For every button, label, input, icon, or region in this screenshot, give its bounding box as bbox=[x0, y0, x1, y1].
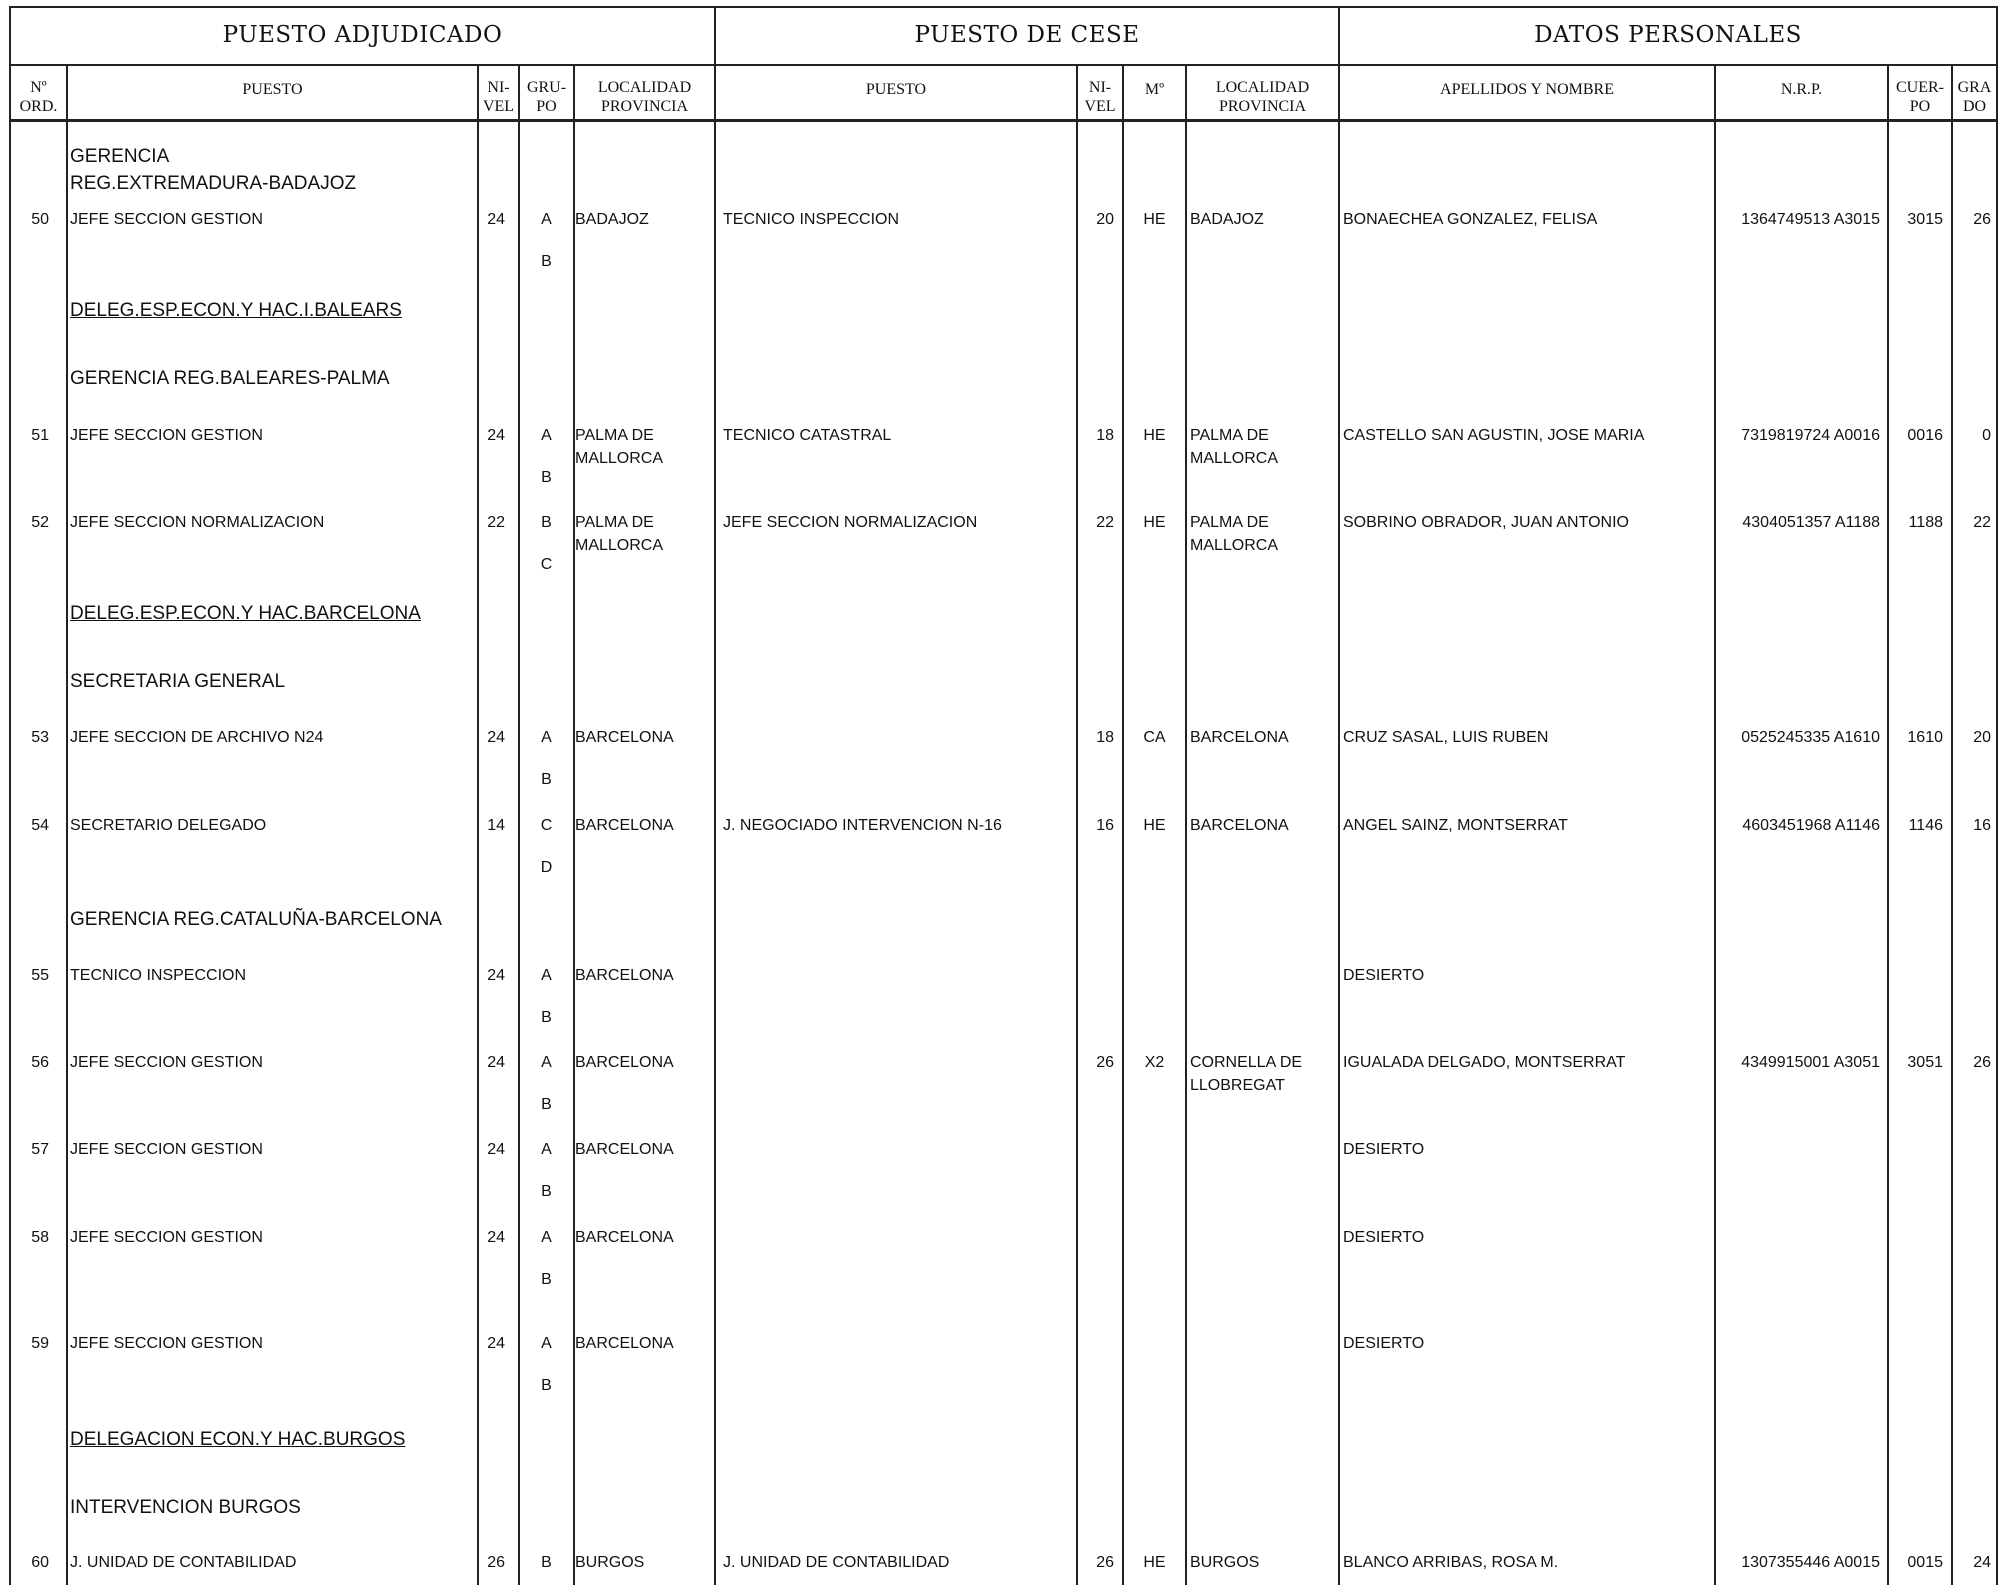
header-localidad bbox=[575, 78, 714, 116]
header-cese-nivel-line1: NI- bbox=[1088, 79, 1112, 96]
cell-nivel: 24 bbox=[487, 1054, 505, 1071]
cell-ord: 53 bbox=[31, 729, 49, 746]
cell-ord: 60 bbox=[31, 1554, 49, 1571]
header-puesto: PUESTO bbox=[242, 81, 303, 98]
cell-puesto: JEFE SECCION GESTION bbox=[70, 1054, 263, 1071]
cell-nivel: 24 bbox=[487, 211, 505, 228]
cell-nivel: 26 bbox=[487, 1554, 505, 1571]
cell-nombre: SOBRINO OBRADOR, JUAN ANTONIO bbox=[1343, 514, 1629, 531]
cell-loc1: BURGOS bbox=[575, 1554, 645, 1571]
cell-loc1: BARCELONA bbox=[575, 1229, 674, 1246]
header-n-ord bbox=[11, 78, 66, 116]
cell-grupo1: A bbox=[541, 427, 552, 444]
cell-loc2: MALLORCA bbox=[575, 450, 664, 467]
cell-cese-puesto: TECNICO INSPECCION bbox=[723, 211, 900, 228]
cell-loc1: BARCELONA bbox=[575, 817, 674, 834]
cell-loc1: BARCELONA bbox=[575, 1141, 674, 1158]
table-top-border bbox=[9, 6, 1997, 8]
cell-puesto: JEFE SECCION GESTION bbox=[70, 427, 263, 444]
cell-ord: 51 bbox=[31, 427, 49, 444]
cell-ord: 54 bbox=[31, 817, 49, 834]
header-cese-puesto: PUESTO bbox=[865, 81, 927, 98]
cell-cese-loc1: PALMA DE bbox=[1190, 427, 1269, 444]
cell-grupo2: B bbox=[541, 771, 552, 788]
cell-grupo2: D bbox=[540, 859, 553, 876]
cell-cuerpo: 3015 bbox=[1907, 211, 1943, 228]
header-grupo-line1: GRU- bbox=[526, 79, 567, 96]
cell-nombre: DESIERTO bbox=[1343, 967, 1425, 984]
section-puesto-adjudicado: PUESTO ADJUDICADO bbox=[222, 22, 503, 48]
cell-grado: 20 bbox=[1973, 729, 1991, 746]
cell-cese-loc2: MALLORCA bbox=[1190, 450, 1279, 467]
cell-loc1: PALMA DE bbox=[575, 427, 654, 444]
cell-nrp: 7319819724 A0016 bbox=[1741, 427, 1880, 444]
cell-cese-m: HE bbox=[1143, 817, 1166, 834]
unit-gerencia-baleares: GERENCIA REG.BALEARES-PALMA bbox=[70, 368, 390, 389]
cell-grupo1: A bbox=[541, 1141, 552, 1158]
cell-ord: 59 bbox=[31, 1335, 49, 1352]
cell-cuerpo: 0015 bbox=[1907, 1554, 1943, 1571]
column-header-divider bbox=[9, 119, 1997, 122]
cell-ord: 56 bbox=[31, 1054, 49, 1071]
cell-loc1: PALMA DE bbox=[575, 514, 654, 531]
header-apellidos: APELLIDOS Y NOMBRE bbox=[1440, 81, 1614, 98]
cell-nombre: CASTELLO SAN AGUSTIN, JOSE MARIA bbox=[1343, 427, 1645, 444]
cell-grupo2: B bbox=[541, 1377, 552, 1394]
header-cese-localidad-line1: LOCALIDAD bbox=[1215, 79, 1310, 96]
cell-cuerpo: 1610 bbox=[1907, 729, 1943, 746]
cell-grupo2: B bbox=[541, 1009, 552, 1026]
cell-cese-loc2: MALLORCA bbox=[1190, 537, 1279, 554]
header-n-ord-line1: Nº bbox=[30, 79, 47, 96]
cell-loc1: BARCELONA bbox=[575, 967, 674, 984]
cell-cese-puesto: TECNICO CATASTRAL bbox=[723, 427, 892, 444]
cell-nivel: 24 bbox=[487, 1335, 505, 1352]
cell-nombre: DESIERTO bbox=[1343, 1141, 1425, 1158]
cell-grado: 24 bbox=[1973, 1554, 1991, 1571]
header-grado-line1: GRA bbox=[1957, 79, 1992, 96]
section-header-divider bbox=[9, 64, 1997, 66]
cell-grupo1: B bbox=[541, 514, 552, 531]
cell-ord: 57 bbox=[31, 1141, 49, 1158]
header-cese-localidad bbox=[1187, 78, 1338, 116]
cell-loc2: MALLORCA bbox=[575, 537, 664, 554]
cell-grupo2: B bbox=[541, 469, 552, 486]
cell-grado: 26 bbox=[1973, 1054, 1991, 1071]
cell-ord: 55 bbox=[31, 967, 49, 984]
header-cuerpo-line2: PO bbox=[1909, 98, 1931, 116]
header-nivel-line1: NI- bbox=[487, 79, 510, 96]
cell-puesto: JEFE SECCION DE ARCHIVO N24 bbox=[70, 729, 324, 746]
cell-nrp: 4304051357 A1188 bbox=[1742, 514, 1880, 531]
header-cese-nivel-line2: VEL bbox=[1084, 98, 1116, 116]
cell-cese-puesto: J. UNIDAD DE CONTABILIDAD bbox=[723, 1554, 950, 1571]
header-cuerpo-line1: CUER- bbox=[1896, 79, 1944, 96]
cell-grado: 0 bbox=[1982, 427, 1991, 444]
cell-puesto: JEFE SECCION GESTION bbox=[70, 1229, 263, 1246]
cell-cese-m: HE bbox=[1143, 514, 1166, 531]
cell-puesto: JEFE SECCION GESTION bbox=[70, 1141, 263, 1158]
cell-cese-m: CA bbox=[1143, 729, 1166, 746]
cell-cese-loc1: PALMA DE bbox=[1190, 514, 1269, 531]
cell-loc1: BARCELONA bbox=[575, 729, 674, 746]
unit-gerencia-cataluna: GERENCIA REG.CATALUÑA-BARCELONA bbox=[70, 909, 442, 930]
cell-nrp: 0525245335 A1610 bbox=[1741, 729, 1880, 746]
cell-nivel: 24 bbox=[487, 1141, 505, 1158]
cell-nombre: BONAECHEA GONZALEZ, FELISA bbox=[1343, 211, 1598, 228]
section-puesto-de-cese: PUESTO DE CESE bbox=[914, 22, 1140, 48]
unit-deleg-burgos: DELEGACION ECON.Y HAC.BURGOS bbox=[70, 1429, 406, 1450]
cell-cese-m: HE bbox=[1143, 1554, 1166, 1571]
cell-cese-loc1: BARCELONA bbox=[1190, 729, 1289, 746]
cell-nivel: 22 bbox=[487, 514, 505, 531]
cell-nombre: CRUZ SASAL, LUIS RUBEN bbox=[1343, 729, 1549, 746]
header-grado-line2: DO bbox=[1962, 98, 1987, 116]
header-n-ord-line2: ORD. bbox=[19, 98, 58, 116]
cell-cese-m: X2 bbox=[1144, 1054, 1165, 1071]
header-cese-localidad-line2: PROVINCIA bbox=[1218, 98, 1307, 116]
cell-cese-nivel: 20 bbox=[1096, 211, 1114, 228]
col-divider-cese-m bbox=[1185, 64, 1187, 1585]
cell-cese-loc1: BURGOS bbox=[1190, 1554, 1260, 1571]
cell-cese-nivel: 26 bbox=[1096, 1054, 1114, 1071]
cell-nrp: 1307355446 A0015 bbox=[1741, 1554, 1880, 1571]
cell-grupo2: C bbox=[540, 556, 553, 573]
unit-secretaria-general: SECRETARIA GENERAL bbox=[70, 671, 286, 692]
cell-cese-nivel: 26 bbox=[1096, 1554, 1114, 1571]
header-grado bbox=[1953, 78, 1996, 116]
header-grupo-line2: PO bbox=[536, 98, 557, 116]
header-cuerpo bbox=[1889, 78, 1951, 116]
cell-cuerpo: 0016 bbox=[1907, 427, 1943, 444]
cell-cuerpo: 1146 bbox=[1908, 817, 1943, 834]
cell-nombre: BLANCO ARRIBAS, ROSA M. bbox=[1343, 1554, 1559, 1571]
cell-puesto: JEFE SECCION GESTION bbox=[70, 1335, 263, 1352]
cell-nivel: 24 bbox=[487, 427, 505, 444]
cell-cese-m: HE bbox=[1143, 427, 1166, 444]
header-cese-m: Mº bbox=[1144, 81, 1165, 98]
cell-cese-nivel: 18 bbox=[1096, 427, 1114, 444]
unit-intervencion-burgos: INTERVENCION BURGOS bbox=[70, 1497, 301, 1518]
cell-cuerpo: 3051 bbox=[1907, 1054, 1943, 1071]
right-border bbox=[1996, 6, 1998, 1585]
col-divider-ord bbox=[66, 64, 68, 1585]
cell-nombre: DESIERTO bbox=[1343, 1335, 1425, 1352]
header-nrp: N.R.P. bbox=[1780, 81, 1823, 98]
cell-loc1: BARCELONA bbox=[575, 1335, 674, 1352]
cell-cuerpo: 1188 bbox=[1908, 514, 1943, 531]
unit-gerencia-extremadura-line1: GERENCIA bbox=[70, 146, 170, 167]
cell-cese-m: HE bbox=[1143, 211, 1166, 228]
section-divider-2 bbox=[1338, 6, 1340, 1585]
cell-nivel: 24 bbox=[487, 967, 505, 984]
cell-cese-loc1: CORNELLA DE bbox=[1190, 1054, 1303, 1071]
cell-puesto: TECNICO INSPECCION bbox=[70, 967, 247, 984]
cell-nombre: DESIERTO bbox=[1343, 1229, 1425, 1246]
cell-nrp: 4603451968 A1146 bbox=[1742, 817, 1880, 834]
section-divider-1 bbox=[714, 6, 716, 1585]
cell-grupo2: B bbox=[541, 253, 552, 270]
cell-loc1: BADAJOZ bbox=[575, 211, 649, 228]
cell-nivel: 14 bbox=[487, 817, 505, 834]
cell-ord: 50 bbox=[31, 211, 49, 228]
cell-nombre: IGUALADA DELGADO, MONTSERRAT bbox=[1343, 1054, 1626, 1071]
header-grupo bbox=[520, 78, 573, 116]
cell-cese-nivel: 16 bbox=[1096, 817, 1114, 834]
cell-grupo1: A bbox=[541, 211, 552, 228]
cell-ord: 58 bbox=[31, 1229, 49, 1246]
unit-deleg-baleares: DELEG.ESP.ECON.Y HAC.I.BALEARS bbox=[70, 300, 402, 321]
unit-deleg-barcelona: DELEG.ESP.ECON.Y HAC.BARCELONA bbox=[70, 603, 421, 624]
cell-ord: 52 bbox=[31, 514, 49, 531]
cell-grupo2: B bbox=[541, 1096, 552, 1113]
cell-puesto: SECRETARIO DELEGADO bbox=[70, 817, 267, 834]
cell-grupo1: B bbox=[541, 1554, 552, 1571]
cell-puesto: J. UNIDAD DE CONTABILIDAD bbox=[70, 1554, 297, 1571]
header-nivel bbox=[479, 78, 518, 116]
cell-grupo1: A bbox=[541, 729, 552, 746]
cell-nrp: 1364749513 A3015 bbox=[1741, 211, 1880, 228]
header-nivel-line2: VEL bbox=[482, 98, 515, 116]
cell-cese-nivel: 22 bbox=[1096, 514, 1114, 531]
cell-nombre: ANGEL SAINZ, MONTSERRAT bbox=[1343, 817, 1568, 834]
header-cese-nivel bbox=[1078, 78, 1122, 116]
cell-cese-loc1: BARCELONA bbox=[1190, 817, 1289, 834]
header-localidad-line1: LOCALIDAD bbox=[597, 79, 692, 96]
cell-puesto: JEFE SECCION NORMALIZACION bbox=[70, 514, 325, 531]
cell-grupo1: C bbox=[540, 817, 553, 834]
cell-nrp: 4349915001 A3051 bbox=[1741, 1054, 1880, 1071]
cell-cese-loc2: LLOBREGAT bbox=[1190, 1077, 1285, 1094]
cell-grupo2: B bbox=[541, 1271, 552, 1288]
section-datos-personales: DATOS PERSONALES bbox=[1534, 22, 1802, 48]
cell-grupo1: A bbox=[541, 1229, 552, 1246]
cell-grupo2: B bbox=[541, 1183, 552, 1200]
header-localidad-line2: PROVINCIA bbox=[600, 98, 689, 116]
cell-cese-loc1: BADAJOZ bbox=[1190, 211, 1264, 228]
cell-grupo1: A bbox=[541, 1054, 552, 1071]
unit-gerencia-extremadura-line2: REG.EXTREMADURA-BADAJOZ bbox=[70, 173, 357, 194]
cell-grado: 16 bbox=[1973, 817, 1991, 834]
cell-grupo1: A bbox=[541, 1335, 552, 1352]
cell-loc1: BARCELONA bbox=[575, 1054, 674, 1071]
cell-cese-puesto: JEFE SECCION NORMALIZACION bbox=[723, 514, 978, 531]
cell-grado: 22 bbox=[1973, 514, 1991, 531]
cell-nivel: 24 bbox=[487, 1229, 505, 1246]
cell-puesto: JEFE SECCION GESTION bbox=[70, 211, 263, 228]
cell-cese-puesto: J. NEGOCIADO INTERVENCION N-16 bbox=[723, 817, 1002, 834]
cell-nivel: 24 bbox=[487, 729, 505, 746]
cell-grupo1: A bbox=[541, 967, 552, 984]
cell-cese-nivel: 18 bbox=[1096, 729, 1114, 746]
cell-grado: 26 bbox=[1973, 211, 1991, 228]
